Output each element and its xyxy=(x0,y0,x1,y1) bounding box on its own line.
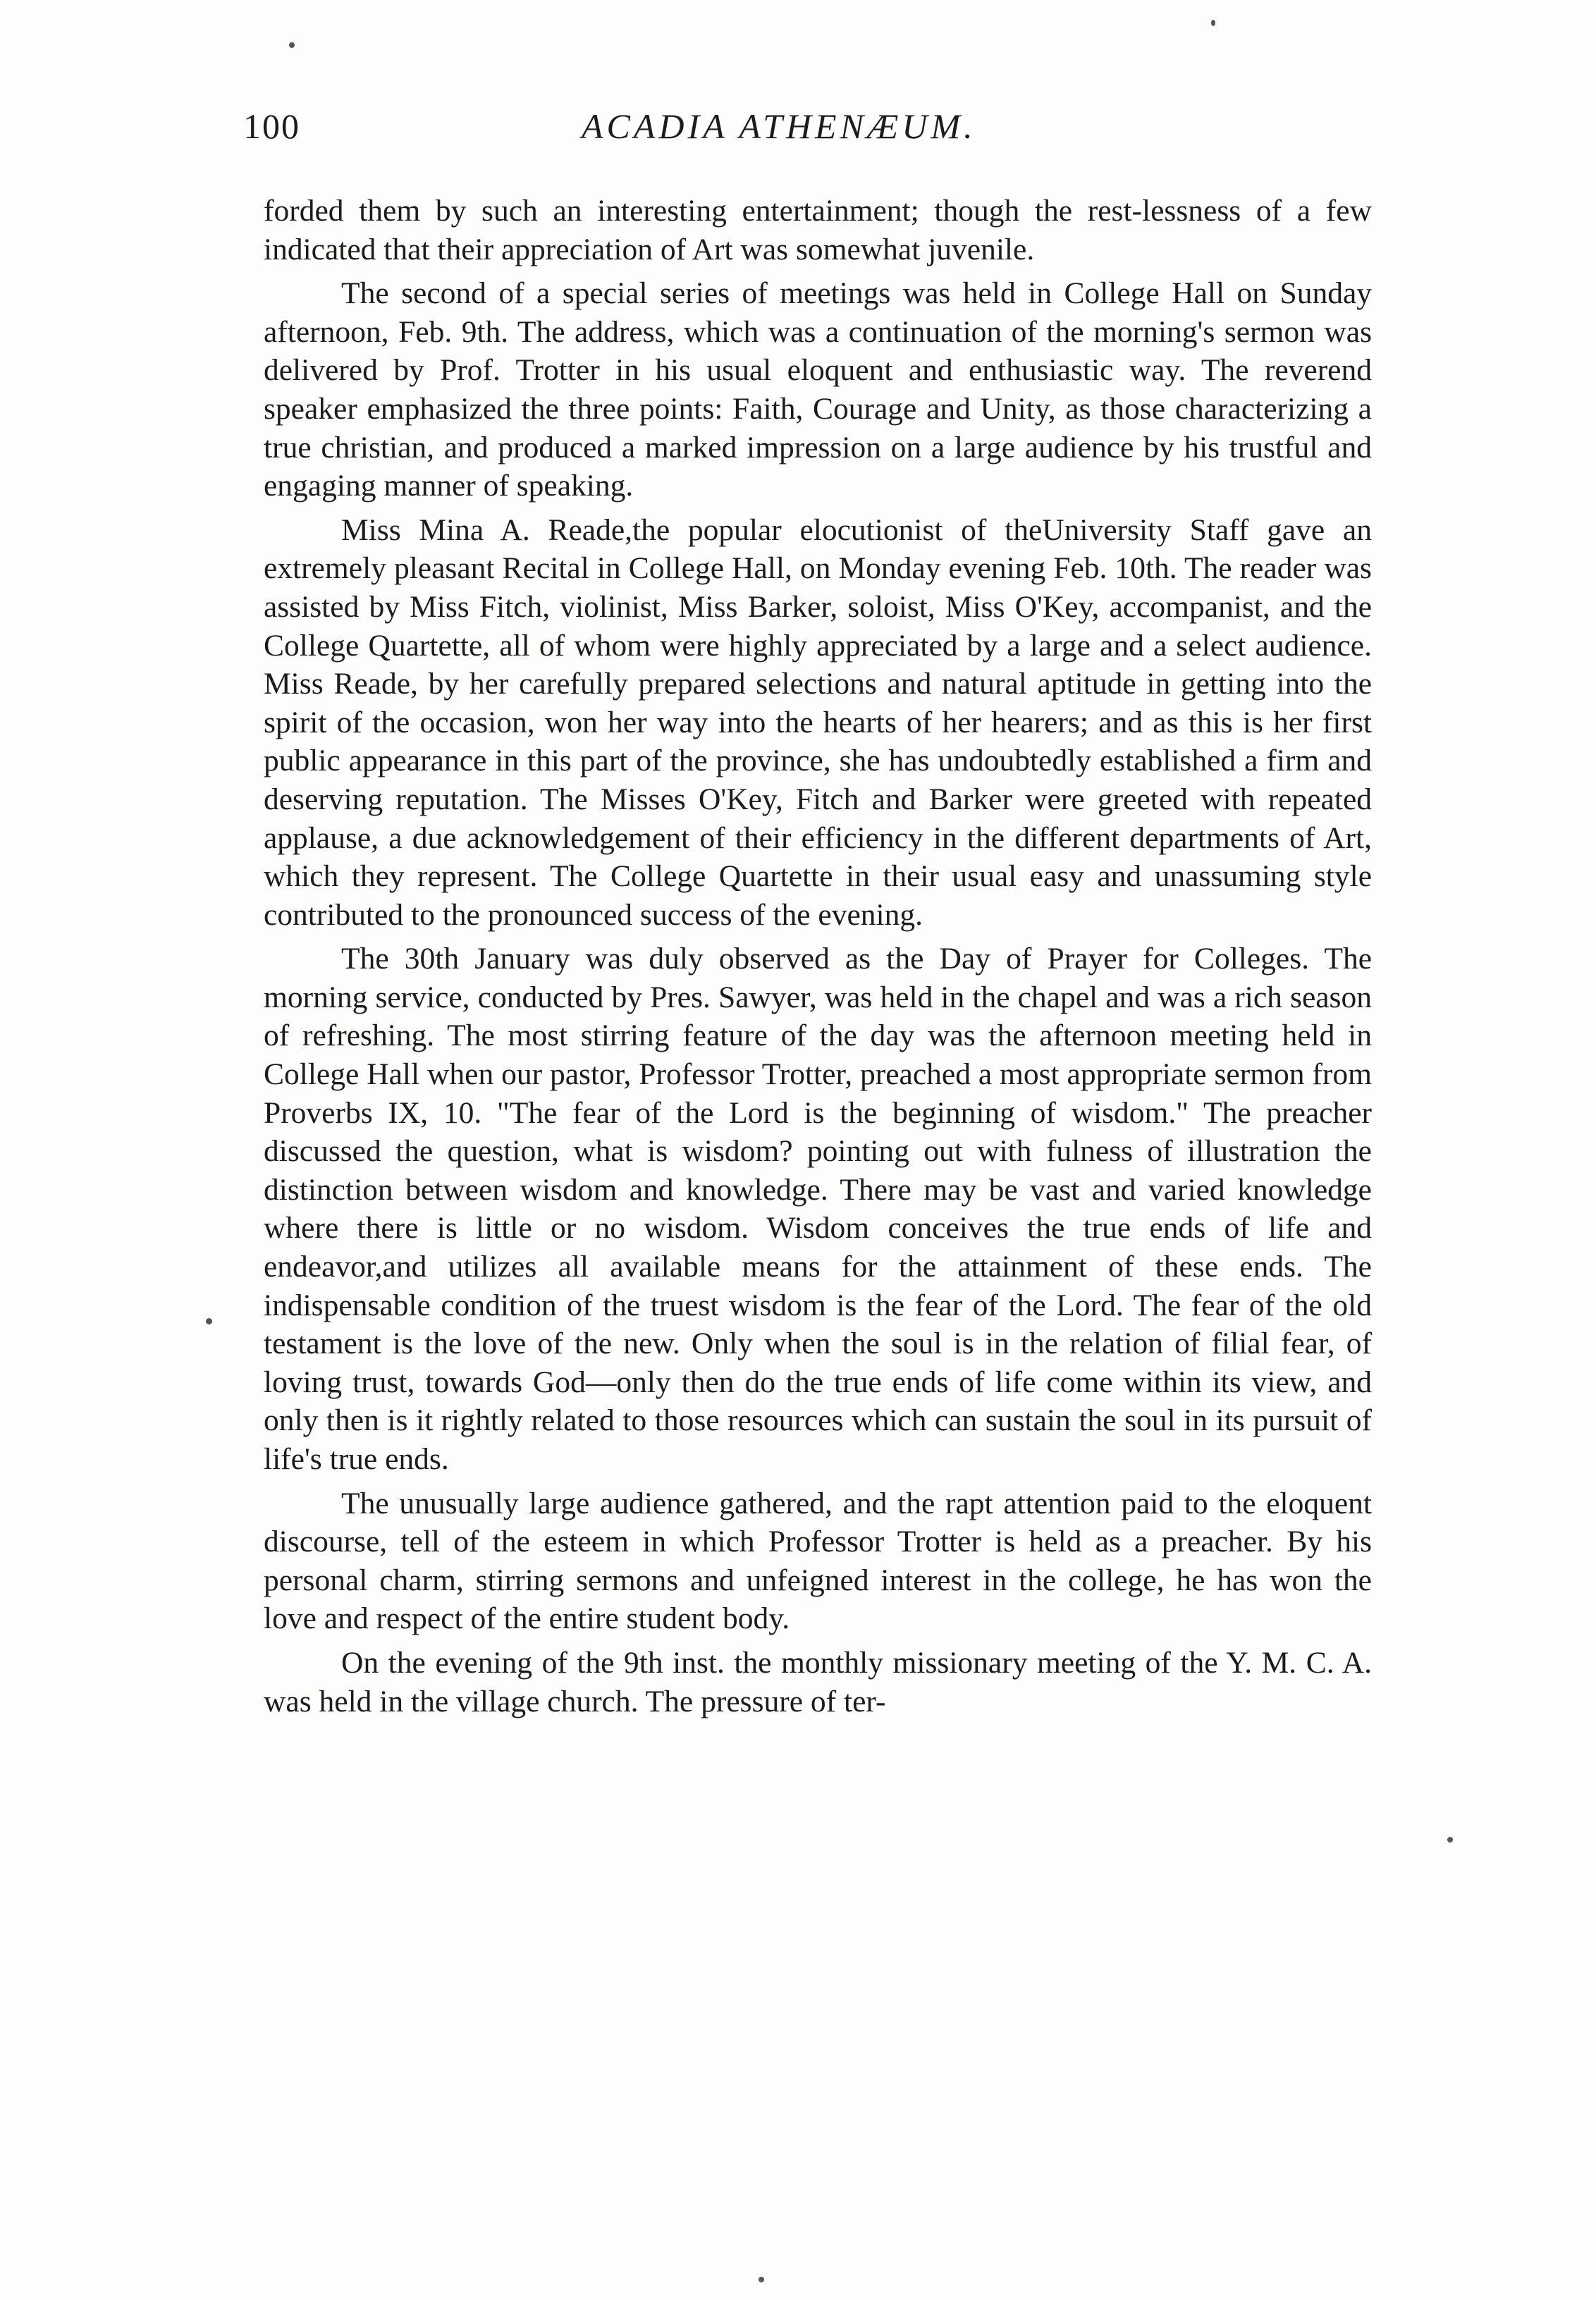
paragraph-2: The second of a special series of meetings was held in College Hall on Sunday afternoon, Feb. 9th. The address, which was a continuation of the morning's sermon was delivered by Prof. Trotter in his usual eloquent and enthusiastic way. The reverend speaker emphasized the three points: Faith, Courage and Unity, as those characterizing a true christian, and produced a marked impression on a large audience by his trustful and engaging manner of speaking. xyxy=(264,276,1372,503)
paragraph-5: The unusually large audience gathered, and the rapt attention paid to the eloquent discourse, tell of the esteem in which Professor Trotter is held as a preacher. By his personal charm, stirring sermons and unfeigned interest in the college, he has won the love and respect of the entire student body. xyxy=(264,1486,1372,1636)
paragraph-6: On the evening of the 9th inst. the monthly missionary meeting of the Y. M. C. A. was held in the village church. The pressure of ter- xyxy=(264,1645,1372,1718)
scan-speck xyxy=(206,1318,212,1324)
scan-speck xyxy=(759,2277,764,2282)
paragraph-1: forded them by such an interesting entertainment; though the rest-lessness of a few indicated that their appreciation of Art was somewhat juvenile. xyxy=(264,194,1372,266)
running-title: ACADIA ATHENÆUM. xyxy=(582,106,976,146)
paragraph-3: Miss Mina A. Reade,the popular elocutionist of theUniversity Staff gave an extremely pleasant Recital in College Hall, on Monday evening Feb. 10th. The reader was assisted by Miss Fitch, violinist, Miss Barker, soloist, Miss O'Key, accompanist, and the College Quartette, all of whom were highly appreciated by a large and a select audience. Miss Reade, by her carefully prepared selections and natural aptitude in getting into the spirit of the occasion, won her way into the hearts of her hearers; and as this is her first public appearance in this part of the province, she has undoubtedly established a firm and deserving reputation. The Misses O'Key, Fitch and Barker were greeted with repeated applause, a due acknowledgement of their efficiency in the different departments of Art, which they represent. The College Quartette in their usual easy and unassuming style contributed to the pronounced success of the evening. xyxy=(264,512,1372,932)
paragraph-4: The 30th January was duly observed as the Day of Prayer for Colleges. The morning service, conducted by Pres. Sawyer, was held in the chapel and was a rich season of refreshing. The most stirring feature of the day was the afternoon meeting held in College Hall when our pastor, Professor Trotter, preached a most appropriate sermon from Proverbs IX, 10. "The fear of the Lord is the beginning of wisdom." The preacher discussed the question, what is wisdom? pointing out with fulness of illustration the distinction between wisdom and knowledge. There may be vast and varied knowledge where there is little or no wisdom. Wisdom conceives the true ends of life and endeavor,and utilizes all available means for the attainment of these ends. The indispensable condition of the truest wisdom is the fear of the Lord. The fear of the old testament is the love of the new. Only when the soul is in the relation of filial fear, of loving trust, towards God—only then do the true ends of life come within its view, and only then is it rightly related to those resources which can sustain the soul in its pursuit of life's true ends. xyxy=(264,942,1372,1476)
scan-speck xyxy=(1211,20,1215,26)
scan-speck xyxy=(1447,1837,1453,1843)
page-header xyxy=(243,106,1385,162)
article-body xyxy=(264,192,1372,1726)
page-number: 100 xyxy=(243,106,300,146)
scan-speck xyxy=(289,42,295,48)
